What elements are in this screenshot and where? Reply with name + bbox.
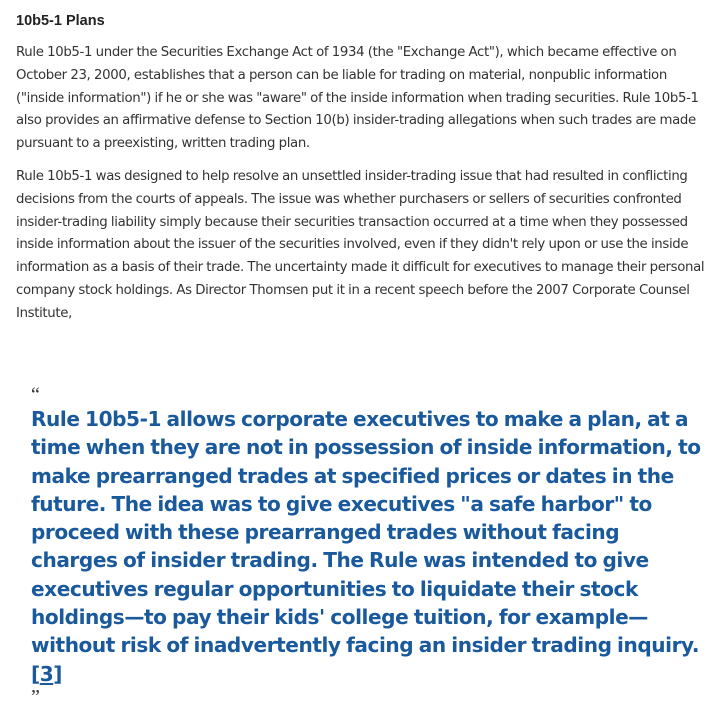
article [16, 10, 706, 336]
footnote-open-bracket: [ [31, 661, 40, 686]
section-heading: 10b5-1 Plans [16, 13, 105, 29]
quote-body: Rule 10b5-1 allows corporate executives to make a plan, at a time when they are not in possession of inside information, to make prearranged trades at specified prices or dates in the future. The idea was to give executives "a safe harbor" to proceed with these prearranged trades without facing charges of insider trading. The Rule was intended to give executives regular opportunities to liquidate their stock holdings—to pay their kids' college tuition, for example—without risk of inadvertently facing an insider trading inquiry. [31, 407, 701, 658]
paragraph-2: Rule 10b5-1 was designed to help resolve an unsettled insider-trading issue that had resulted in conflicting decisions from the courts of appeals. The issue was whether purchasers or sellers of securities confronted insider-trading liability simply because their securities transaction occurred at a time when they possessed inside information about the issuer of the securities involved, even if they didn't rely upon or use the inside information as a basis of their trade. The uncertainty made it difficult for executives to manage their personal company stock holdings. As Director Thomsen put it in a recent speech before the 2007 Corporate Counsel Institute, [16, 168, 705, 321]
footnote-close-bracket: ] [53, 661, 62, 686]
footnote-link[interactable]: 3 [39, 661, 54, 686]
quote-text [31, 405, 707, 688]
open-quote-icon: “ [31, 384, 40, 406]
paragraph-1: Rule 10b5-1 under the Securities Exchange Act of 1934 (the "Exchange Act"), which became effective on October 23, 2000, establishes that a person can be liable for trading on material, nonpublic information ("inside information") if he or she was "aware" of the inside information when trading securities. Rule 10b5-1 also provides an affirmative defense to Section 10(b) insider-trading allegations when such trades are made pursuant to a preexisting, written trading plan. [16, 45, 699, 152]
blockquote [31, 384, 707, 708]
close-quote-icon: ” [31, 685, 40, 708]
